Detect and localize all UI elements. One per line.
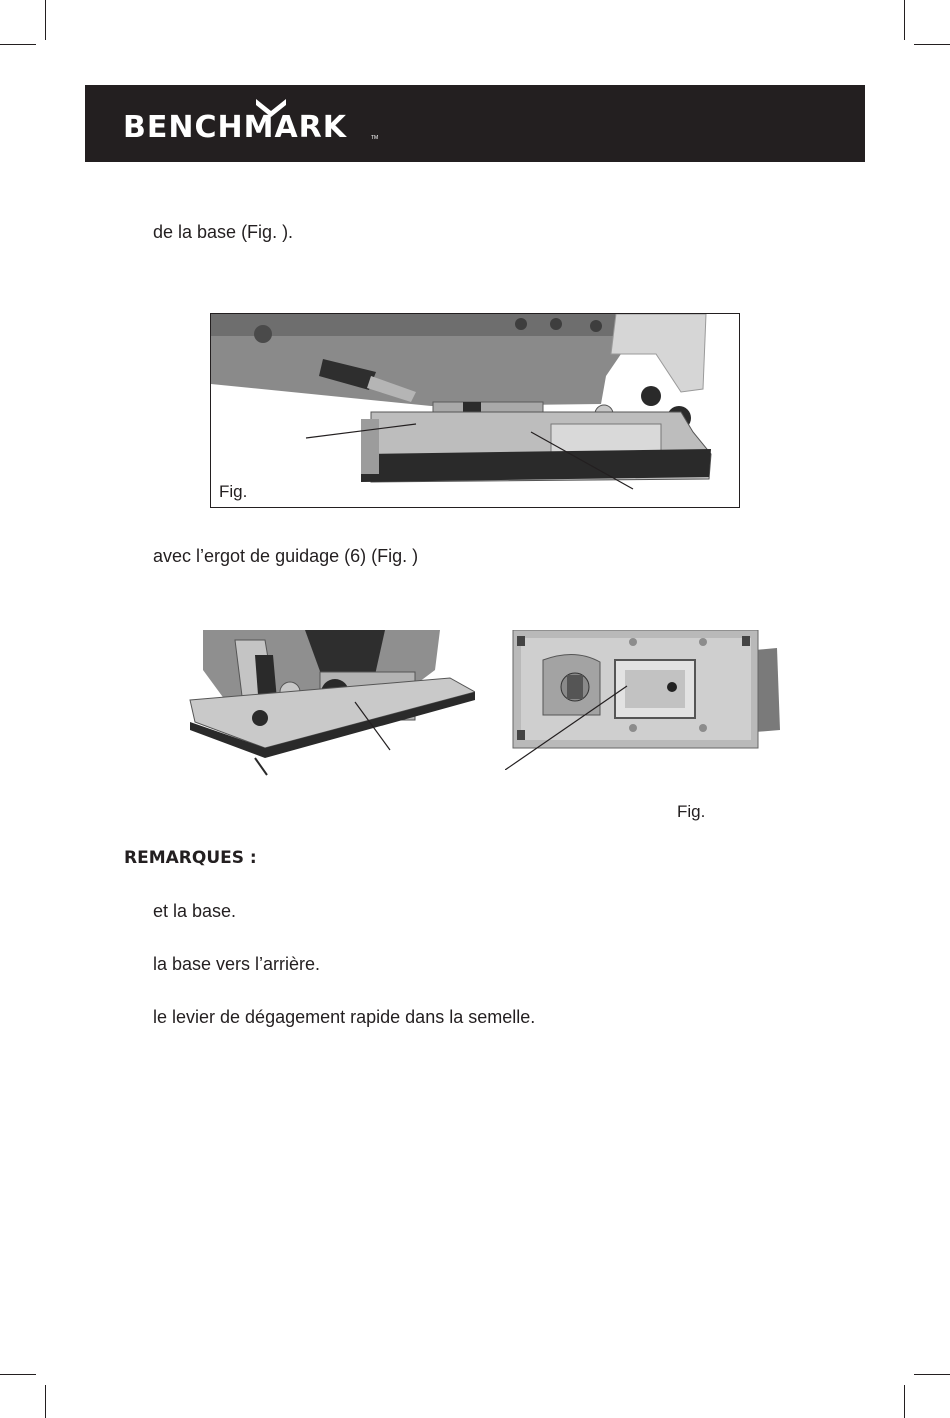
instruction-line: avec l’ergot de guidage (6) (Fig. ): [153, 546, 419, 566]
note-item: la base vers l’arrière.: [153, 954, 321, 974]
instruction-line: de la base (Fig. ).: [153, 222, 294, 242]
figure-1: [210, 313, 740, 508]
crop-mark: [904, 0, 905, 40]
header-bar: [85, 85, 865, 162]
notes-heading: REMARQUES :: [124, 848, 257, 868]
jigsaw-side-photo: [185, 630, 475, 780]
crop-mark: [904, 1385, 905, 1418]
crop-mark: [45, 1385, 46, 1418]
crop-mark: [0, 1374, 36, 1375]
crop-mark: [914, 44, 950, 45]
trademark-mark: TM: [371, 135, 379, 141]
base-plate-photo: [505, 630, 780, 770]
brand-name: BENCHMARK: [123, 110, 348, 145]
note-item: le levier de dégagement rapide dans la semelle.: [153, 1007, 536, 1027]
brand-logo: [123, 99, 383, 151]
crop-mark: [45, 0, 46, 40]
figure-label: Fig.: [219, 482, 248, 501]
crop-mark: [0, 44, 36, 45]
jigsaw-base-photo: [211, 314, 739, 507]
figure-label: Fig.: [677, 802, 706, 821]
note-item: et la base.: [153, 901, 237, 921]
crop-mark: [914, 1374, 950, 1375]
